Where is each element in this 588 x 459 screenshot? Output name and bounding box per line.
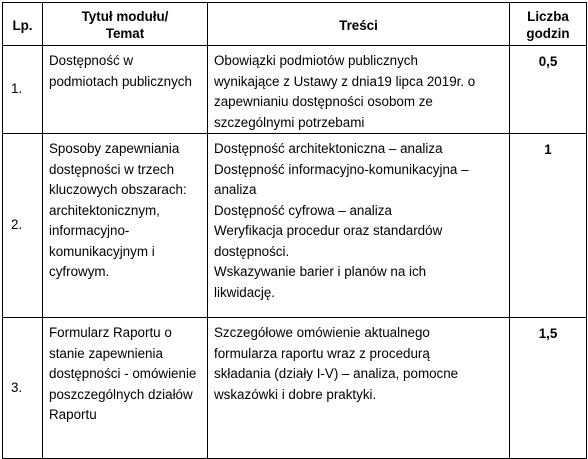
table-row xyxy=(3,134,587,318)
content-line: dostępności. xyxy=(214,243,290,259)
header-hours-line: Liczba xyxy=(527,9,569,24)
header-content: Treści xyxy=(208,3,510,46)
content-line: wskazówki i dobre praktyki. xyxy=(214,386,377,402)
header-topic-line: Temat xyxy=(105,26,145,41)
row-content xyxy=(208,46,510,134)
header-hours-line: godzin xyxy=(526,26,570,41)
row-content xyxy=(208,318,510,459)
content-line: Szczegółowe omówienie aktualnego xyxy=(214,325,430,340)
row-lp: 2. xyxy=(3,134,43,318)
content-line: likwidację. xyxy=(214,284,276,300)
row-content xyxy=(208,134,510,318)
content-line: zapewnianiu dostępności osobom ze xyxy=(214,94,433,109)
row-topic: Formularz Raportu o stanie zapewnienia dostępności - omówienie poszczególnych działów Raportu xyxy=(43,318,208,459)
row-topic: Sposoby zapewniania dostępności w trzech kluczowych obszarach: architektonicznym, informacyjno-komunikacyjnym i cyfrowym. xyxy=(43,134,208,318)
content-line: analiza xyxy=(214,182,257,197)
header-topic xyxy=(43,3,208,46)
row-hours: 0,5 xyxy=(510,46,587,134)
training-program-table xyxy=(2,2,587,459)
content-line: Dostępność cyfrowa – analiza xyxy=(214,202,392,218)
row-topic: Dostępność w podmiotach publicznych xyxy=(43,46,208,134)
content-line: szczególnymi potrzebami xyxy=(214,114,365,130)
content-line: wynikające z Ustawy z dnia19 lipca 2019r. o xyxy=(214,73,476,89)
content-line: Weryfikacja procedur oraz standardów xyxy=(214,223,443,238)
table-row xyxy=(3,46,587,134)
header-topic-line: Tytuł modułu/ xyxy=(81,9,169,24)
content-line: Obowiązki podmiotów publicznych xyxy=(214,53,418,68)
header-hours xyxy=(510,3,587,46)
table-header-row xyxy=(3,3,587,46)
row-hours: 1 xyxy=(510,134,587,318)
row-hours: 1,5 xyxy=(510,318,587,459)
header-lp: Lp. xyxy=(3,3,43,46)
content-line: Dostępność informacyjno-komunikacyjna – xyxy=(214,161,469,177)
content-line: formularza raportu wraz z procedurą xyxy=(214,345,430,361)
content-line: Wskazywanie barier i planów na ich xyxy=(214,264,427,279)
content-line: składania (działy I-V) – analiza, pomocne xyxy=(214,366,459,381)
table-row xyxy=(3,318,587,459)
row-lp: 1. xyxy=(3,46,43,134)
content-line: Dostępność architektoniczna – analiza xyxy=(214,141,443,156)
row-lp: 3. xyxy=(3,318,43,459)
